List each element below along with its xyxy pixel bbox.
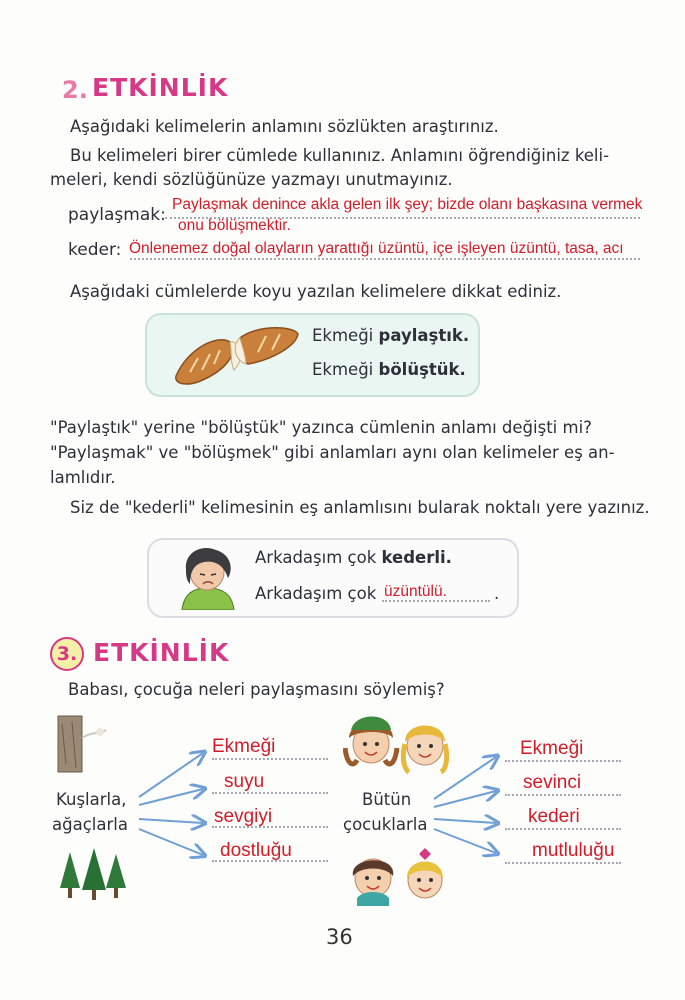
forest-trees-icon bbox=[58, 848, 128, 902]
left-label-line1: Kuşlarla, bbox=[56, 790, 127, 809]
tree-trunk-icon bbox=[50, 714, 110, 774]
box2-s1-bold: kederli. bbox=[381, 548, 452, 567]
instruction-2-line2: meleri, kendi sözlüğünüze yazmayı unutmayınız. bbox=[50, 170, 453, 189]
box1-sentence1 bbox=[312, 326, 469, 345]
word2-dotted-line bbox=[130, 258, 640, 260]
left-answer-4: dostluğu bbox=[220, 840, 292, 861]
box2-end-dot: . bbox=[494, 584, 500, 603]
instruction-3: Aşağıdaki cümlelerde koyu yazılan kelimelere dikkat ediniz. bbox=[70, 282, 562, 301]
activity2-title: ETKİNLİK bbox=[92, 73, 229, 102]
right-line-1 bbox=[505, 760, 621, 762]
activity3-title: ETKİNLİK bbox=[93, 638, 230, 667]
bread-icon bbox=[168, 318, 308, 390]
right-label-line2: çocuklarla bbox=[343, 815, 428, 834]
left-arrows bbox=[135, 745, 210, 865]
box2-s1-prefix: Arkadaşım çok bbox=[255, 548, 377, 567]
arrow-right-3 bbox=[434, 819, 496, 823]
box1-s1-prefix: Ekmeği bbox=[312, 326, 374, 345]
box1-sentence2 bbox=[312, 360, 466, 379]
word1-answer-line1: Paylaşmak denince akla gelen ilk şey; bizde olanı başkasına vermek bbox=[172, 196, 643, 213]
right-answer-4: mutluluğu bbox=[532, 840, 615, 861]
arrow-left-3 bbox=[139, 819, 203, 823]
page-number: 36 bbox=[326, 925, 353, 949]
left-line-1 bbox=[212, 758, 328, 760]
sad-child-icon bbox=[176, 544, 238, 610]
word2-answer: Önlenemez doğal olayların yarattığı üzüntü, içe işleyen üzüntü, tasa, acı bbox=[129, 240, 624, 257]
left-answer-1: Ekmeği bbox=[212, 736, 276, 757]
box1-s2-prefix: Ekmeği bbox=[312, 360, 374, 379]
instruction-1: Aşağıdaki kelimelerin anlamını sözlükten araştırınız. bbox=[70, 117, 499, 136]
explain-line1: "Paylaştık" yerine "bölüştük" yazınca cümlenin anlamı değişti mi? bbox=[50, 418, 592, 437]
word1-answer-line2: onu bölüşmektir. bbox=[178, 217, 291, 234]
word2-label: keder: bbox=[68, 240, 122, 260]
arrow-left-4 bbox=[139, 829, 203, 855]
right-arrows bbox=[430, 745, 505, 865]
instruction-2-line1: Bu kelimeleri birer cümlede kullanınız. Anlamını öğrendiğiniz keli- bbox=[70, 146, 610, 165]
right-line-2 bbox=[505, 794, 621, 796]
left-answer-3: sevgiyi bbox=[214, 806, 273, 827]
right-answer-2: sevinci bbox=[523, 772, 582, 793]
box2-sentence2-prefix: Arkadaşım çok bbox=[255, 584, 377, 603]
box2-sentence1 bbox=[255, 548, 452, 567]
left-label-line2: ağaçlarla bbox=[52, 815, 128, 834]
word1-label: paylaşmak: bbox=[68, 205, 166, 225]
arrow-right-4 bbox=[434, 829, 496, 853]
left-answer-2: suyu bbox=[224, 771, 265, 792]
activity3-question: Babası, çocuğa neleri paylaşmasını söylemiş? bbox=[68, 680, 445, 699]
box1-s1-bold: paylaştık. bbox=[378, 326, 470, 345]
instruction-4: Siz de "kederli" kelimesinin eş anlamlısını bularak noktalı yere yazınız. bbox=[70, 498, 650, 517]
right-line-4 bbox=[505, 862, 621, 864]
activity3-number: 3. bbox=[50, 637, 84, 671]
explain-line2: "Paylaşmak" ve "bölüşmek" gibi anlamları aynı olan kelimeler eş an- bbox=[50, 443, 615, 462]
right-line-3 bbox=[505, 828, 621, 830]
explain-line3: lamlıdır. bbox=[50, 468, 116, 487]
right-answer-1: Ekmeği bbox=[520, 738, 584, 759]
box1-s2-bold: bölüştük. bbox=[378, 360, 466, 379]
right-label-line1: Bütün bbox=[362, 790, 412, 809]
right-answer-3: kederi bbox=[528, 806, 580, 827]
activity2-number: 2. bbox=[62, 76, 88, 104]
box2-answer: üzüntülü. bbox=[384, 583, 447, 600]
